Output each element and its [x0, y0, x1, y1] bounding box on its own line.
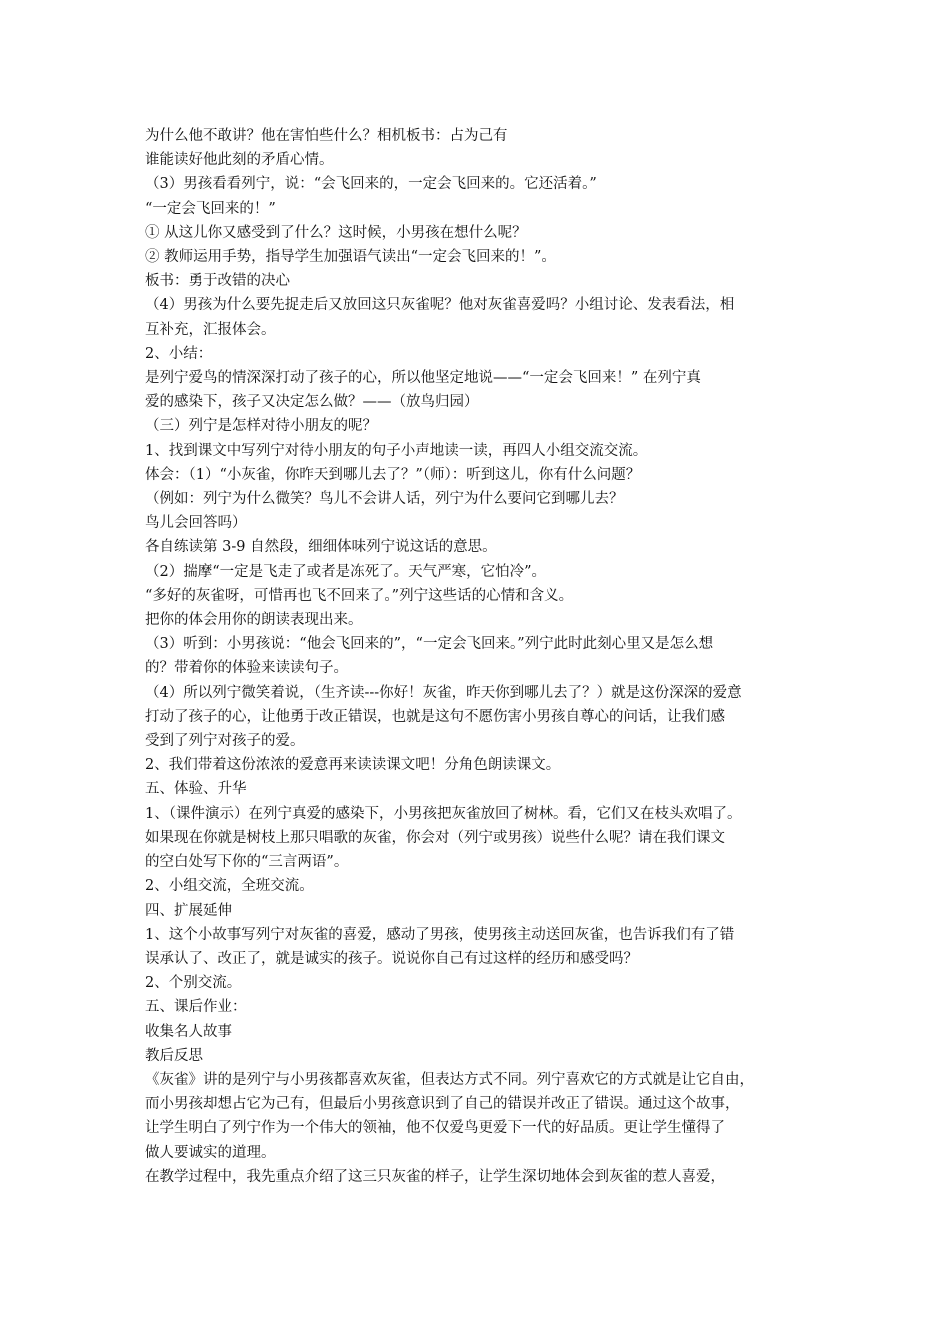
text-line: “多好的灰雀呀，可惜再也飞不回来了。”列宁这些话的心情和含义。 [145, 587, 574, 604]
text-line: 的？带着你的体验来读读句子。 [145, 660, 348, 677]
text-line: 让学生明白了列宁作为一个伟大的领袖，他不仅爱鸟更爱下一代的好品质。更让学生懂得了 [145, 1120, 725, 1137]
text-line: 爱的感染下，孩子又决定怎么做？——（放鸟归园） [145, 394, 479, 411]
text-line: 体会：（1）“小灰雀，你昨天到哪儿去了？”（师）：听到这儿，你有什么问题？ [145, 466, 641, 483]
text-line: 误承认了、改正了，就是诚实的孩子。说说你自己有过这样的经历和感受吗？ [145, 950, 638, 967]
text-line: 在教学过程中，我先重点介绍了这三只灰雀的样子，让学生深切地体会到灰雀的惹人喜爱， [145, 1168, 725, 1185]
text-line: （4）男孩为什么要先捉走后又放回这只灰雀呢？他对灰雀喜爱吗？小组讨论、发表看法，相 [145, 297, 735, 314]
text-line: 如果现在你就是树枝上那只唱歌的灰雀，你会对（列宁或男孩）说些什么呢？请在我们课文 [145, 829, 725, 846]
text-line: 而小男孩却想占它为己有，但最后小男孩意识到了自己的错误并改正了错误。通过这个故事， [145, 1096, 740, 1113]
text-line: 2、小组交流，全班交流。 [145, 878, 314, 895]
text-line: 板书：勇于改错的决心 [145, 273, 290, 290]
section-heading: （三）列宁是怎样对待小朋友的呢？ [145, 418, 377, 435]
text-line: 谁能读好他此刻的矛盾心情。 [145, 152, 334, 169]
text-line: 打动了孩子的心，让他勇于改正错误，也就是这句不愿伤害小男孩自尊心的问话，让我们感 [145, 708, 725, 725]
text-line: 1、这个小故事写列宁对灰雀的喜爱，感动了男孩，使男孩主动送回灰雀，也告诉我们有了错 [145, 926, 735, 943]
text-line: （3）男孩看看列宁，说：“会飞回来的，一定会飞回来的。它还活着。” [145, 176, 597, 193]
text-line: （3）听到：小男孩说：“他会飞回来的”，“一定会飞回来。”列宁此时此刻心里又是怎么想 [145, 636, 714, 653]
text-line: 互补充，汇报体会。 [145, 321, 276, 338]
text-line: （2）揣摩“一定是飞走了或者是冻死了。天气严寒，它怕冷”。 [145, 563, 547, 580]
section-heading: 2、小结： [145, 345, 213, 362]
text-line: 为什么他不敢讲？他在害怕些什么？相机板书：占为己有 [145, 128, 508, 144]
text-line: “一定会飞回来的！” [145, 200, 276, 217]
section-heading: 四、扩展延伸 [145, 902, 232, 919]
document-body [145, 124, 815, 1189]
text-line: 2、个别交流。 [145, 975, 242, 992]
text-line: （例如：列宁为什么微笑？鸟儿不会讲人话，列宁为什么要问它到哪儿去？ [145, 491, 624, 508]
text-line: 受到了列宁对孩子的爱。 [145, 733, 305, 750]
text-line: 鸟儿会回答吗） [145, 515, 247, 532]
text-line: ② 教师运用手势，指导学生加强语气读出“一定会飞回来的！”。 [145, 249, 556, 266]
text-line: 各自练读第 3-9 自然段，细细体味列宁说这话的意思。 [145, 539, 497, 556]
text-line: 的空白处写下你的“三言两语”。 [145, 854, 349, 871]
section-heading: 五、课后作业： [145, 999, 247, 1016]
text-line: 2、我们带着这份浓浓的爱意再来读读课文吧！分角色朗读课文。 [145, 757, 561, 774]
text-line: 收集名人故事 [145, 1023, 232, 1040]
text-line: ① 从这儿你又感受到了什么？这时候，小男孩在想什么呢？ [145, 224, 527, 241]
text-line: （4）所以列宁微笑着说，（生齐读---你好！灰雀，昨天你到哪儿去了？）就是这份深深的爱意 [145, 684, 742, 701]
text-line: 1、（课件演示）在列宁真爱的感染下，小男孩把灰雀放回了树林。看，它们又在枝头欢唱了。 [145, 805, 742, 822]
text-line: 做人要诚实的道理。 [145, 1144, 276, 1161]
text-line: 《灰雀》讲的是列宁与小男孩都喜欢灰雀，但表达方式不同。列宁喜欢它的方式就是让它自由， [145, 1071, 754, 1088]
text-line: 把你的体会用你的朗读表现出来。 [145, 612, 363, 629]
text-line: 是列宁爱鸟的情深深打动了孩子的心，所以他坚定地说——“一定会飞回来！” 在列宁真 [145, 370, 701, 387]
text-line: 1、找到课文中写列宁对待小朋友的句子小声地读一读，再四人小组交流交流。 [145, 442, 648, 459]
section-heading: 五、体验、升华 [145, 781, 247, 798]
section-heading: 教后反思 [145, 1047, 203, 1064]
